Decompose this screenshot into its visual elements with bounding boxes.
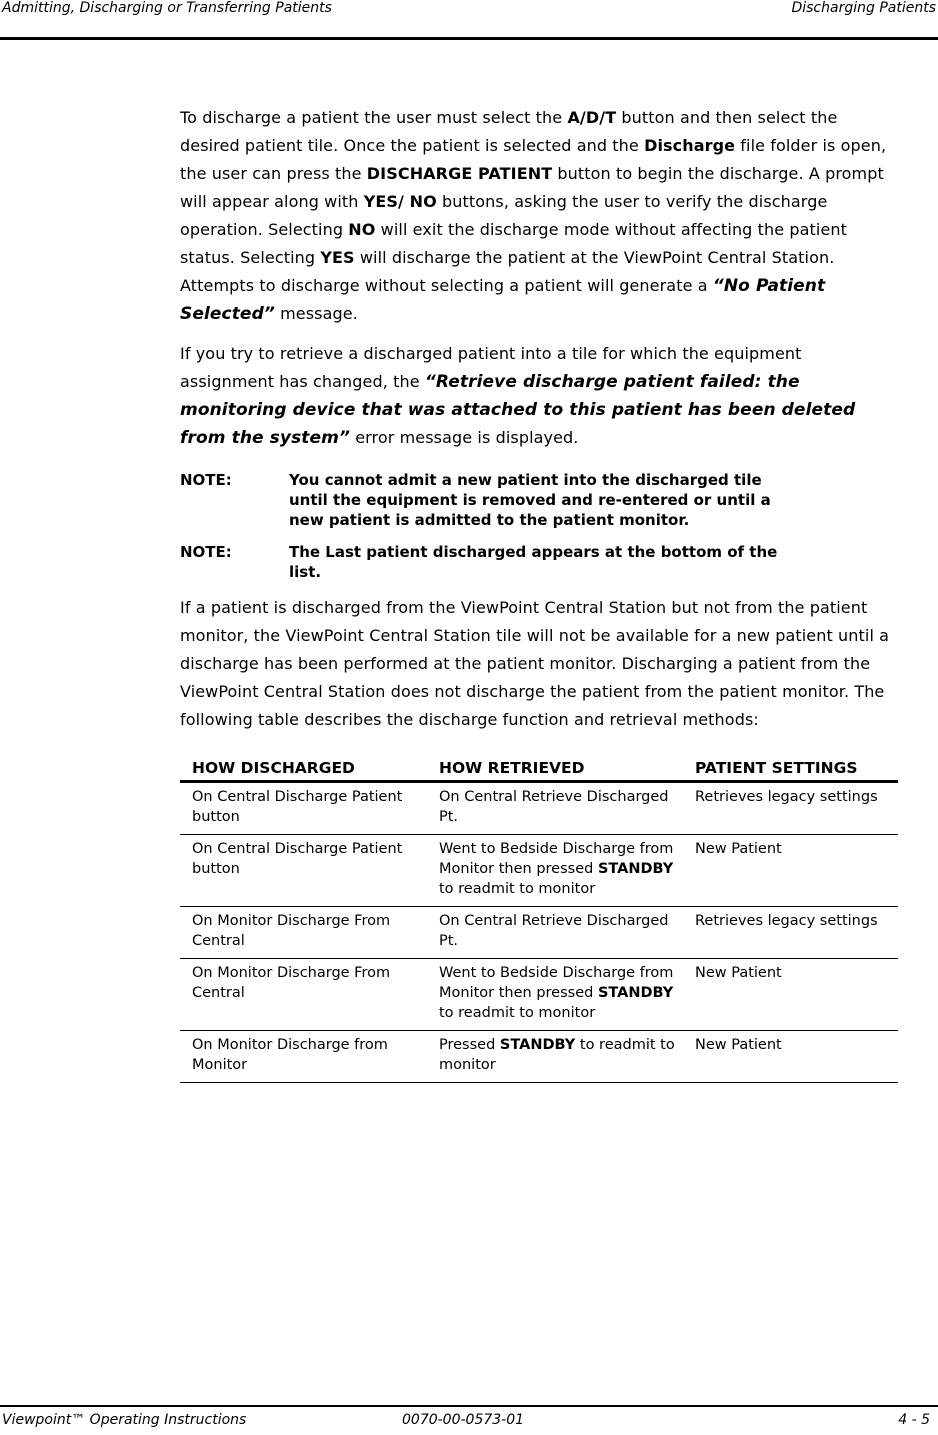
discharge-methods-table xyxy=(180,748,898,1083)
text-run: to readmit to monitor xyxy=(439,1037,675,1073)
retrieve-failed-message: “Retrieve discharge patient failed: the monitoring device that was attached to this patient has been deleted from the system” xyxy=(180,372,856,448)
page-content xyxy=(180,104,900,1083)
table-row xyxy=(180,1031,898,1083)
col-patient-settings: PATIENT SETTINGS xyxy=(683,748,898,782)
adt-button-term: A/D/T xyxy=(567,108,617,127)
how-retrieved-cell xyxy=(427,782,683,835)
how-discharged-cell: On Monitor Discharge From Central xyxy=(180,907,427,959)
table-row xyxy=(180,782,898,835)
footer-page-number: 4 - 5 xyxy=(898,1412,930,1428)
patient-settings-cell: New Patient xyxy=(683,1031,898,1083)
running-header-chapter: Admitting, Discharging or Transferring Patients xyxy=(2,0,332,16)
header-rule xyxy=(0,37,938,40)
how-discharged-cell: On Monitor Discharge from Monitor xyxy=(180,1031,427,1083)
how-discharged-cell: On Central Discharge Patient button xyxy=(180,782,427,835)
how-discharged-cell: On Monitor Discharge From Central xyxy=(180,959,427,1031)
yes-term: YES xyxy=(320,248,355,267)
text-run: If you try to retrieve a discharged patient into a tile for which the equipment assignment has changed, the xyxy=(180,344,802,391)
text-run: file folder is open, the user can press the xyxy=(180,136,887,183)
table-row xyxy=(180,959,898,1031)
text-run: On Central Retrieve Discharged Pt. xyxy=(439,913,669,949)
text-run: to readmit to monitor xyxy=(439,881,596,897)
patient-settings-cell: Retrieves legacy settings xyxy=(683,907,898,959)
standby-term: STANDBY xyxy=(499,1037,576,1053)
text-run: button to begin the discharge. A prompt will appear along with xyxy=(180,164,884,211)
footer-rule xyxy=(0,1405,938,1407)
note-2 xyxy=(180,542,900,582)
text-run: error message is displayed. xyxy=(350,428,579,447)
discharge-at-central-paragraph: If a patient is discharged from the ViewPoint Central Station but not from the patient monitor, the ViewPoint Central Station tile will not be available for a new patient until a discharge has been performed at the patient monitor. Discharging a patient from the ViewPoint Central Station does not discharge the patient from the patient monitor. The following table describes the discharge function and retrieval methods: xyxy=(180,598,890,729)
running-header-section: Discharging Patients xyxy=(791,0,936,16)
discharge-patient-button-term: DISCHARGE PATIENT xyxy=(366,164,553,183)
standby-term: STANDBY xyxy=(597,861,674,877)
note-1 xyxy=(180,470,900,530)
text-run: message. xyxy=(274,304,358,323)
text-run: button and then select the desired patient tile. Once the patient is selected and the xyxy=(180,108,838,155)
text-run: Went to Bedside Discharge from Monitor then pressed xyxy=(439,965,674,1001)
no-patient-selected-message: “No Patient Selected” xyxy=(180,276,826,324)
text-run: On Central Retrieve Discharged Pt. xyxy=(439,789,669,825)
no-term: NO xyxy=(348,220,376,239)
how-retrieved-cell xyxy=(427,959,683,1031)
discharge-procedure-paragraph xyxy=(180,104,900,328)
table-header-row xyxy=(180,748,898,782)
text-run: Went to Bedside Discharge from Monitor then pressed xyxy=(439,841,674,877)
footer-part-number: 0070-00-0573-01 xyxy=(402,1412,525,1428)
text-run: will discharge the patient at the ViewPoint Central Station. Attempts to discharge without selecting a patient will generate a xyxy=(180,248,835,295)
text-run: Pressed xyxy=(439,1037,500,1053)
patient-settings-cell: New Patient xyxy=(683,959,898,1031)
note-label: NOTE: xyxy=(180,543,232,561)
table-row xyxy=(180,907,898,959)
note-text: The Last patient discharged appears at the bottom of the list. xyxy=(289,543,778,581)
patient-settings-cell: Retrieves legacy settings xyxy=(683,782,898,835)
col-how-discharged: HOW DISCHARGED xyxy=(180,748,427,782)
note-label: NOTE: xyxy=(180,471,232,489)
standby-term: STANDBY xyxy=(597,985,674,1001)
table-row xyxy=(180,835,898,907)
discharge-folder-term: Discharge xyxy=(644,136,736,155)
text-run: To discharge a patient the user must select the xyxy=(180,108,568,127)
how-discharged-cell: On Central Discharge Patient button xyxy=(180,835,427,907)
footer-manual-title: Viewpoint™ Operating Instructions xyxy=(2,1412,247,1428)
note-text: You cannot admit a new patient into the discharged tile until the equipment is removed and re-entered or until a new patient is admitted to the patient monitor. xyxy=(289,471,771,529)
how-retrieved-cell xyxy=(427,907,683,959)
col-how-retrieved: HOW RETRIEVED xyxy=(427,748,683,782)
how-retrieved-cell xyxy=(427,1031,683,1083)
yes-no-term: YES/ NO xyxy=(363,192,437,211)
patient-settings-cell: New Patient xyxy=(683,835,898,907)
text-run: to readmit to monitor xyxy=(439,1005,596,1021)
text-run: will exit the discharge mode without affecting the patient status. Selecting xyxy=(180,220,848,267)
text-run: buttons, asking the user to verify the discharge operation. Selecting xyxy=(180,192,828,239)
retrieve-failure-paragraph xyxy=(180,340,900,452)
how-retrieved-cell xyxy=(427,835,683,907)
